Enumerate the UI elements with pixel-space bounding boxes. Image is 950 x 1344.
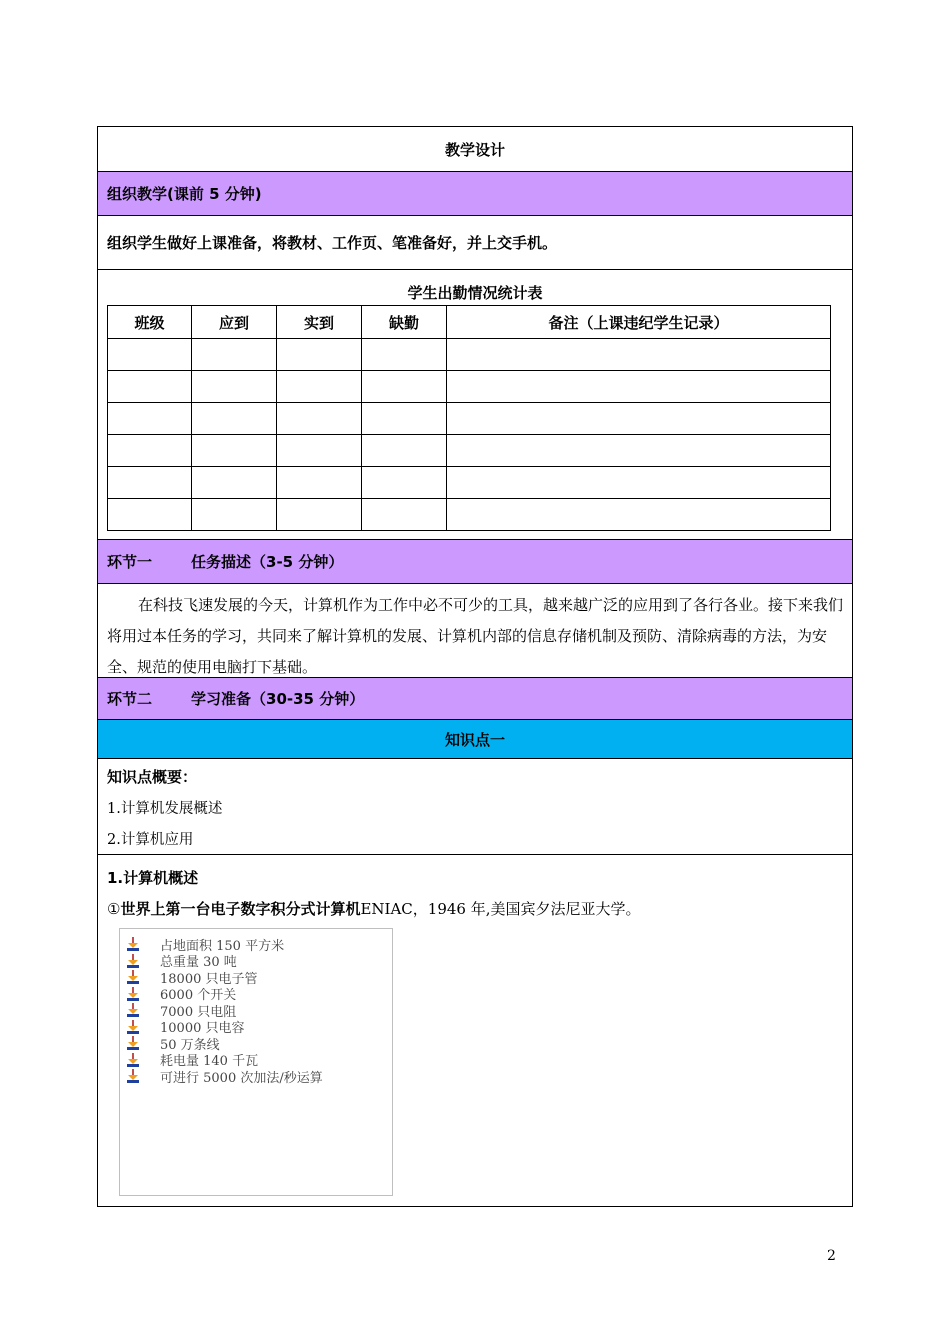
- table-row: [108, 403, 831, 435]
- arrow-bullet-icon: [126, 1020, 140, 1034]
- col-present: 实到: [277, 306, 362, 339]
- knowledge-summary: [98, 759, 852, 855]
- organize-heading: 组织教学(课前 5 分钟): [98, 172, 852, 216]
- table-row: [108, 371, 831, 403]
- list-item: 可进行 5000 次加法/秒运算: [126, 1068, 323, 1084]
- summary-item: 1.计算机发展概述: [107, 801, 223, 817]
- eniac-bold-text: 世界上第一台电子数字积分式计算机: [120, 900, 361, 918]
- table-row: [108, 435, 831, 467]
- eniac-facts-box: [119, 928, 393, 1196]
- list-item: 耗电量 140 千瓦: [126, 1052, 258, 1068]
- step1-paragraph: 在科技飞速发展的今天，计算机作为工作中必不可少的工具，越来越广泛的应用到了各行各业。接下来我们将用过本任务的学习，共同来了解计算机的发展、计算机内部的信息存储机制及预防、清除病毒的方法，为安全、规范的使用电脑打下基础。: [98, 584, 852, 678]
- step2-title: 学习准备（30-35 分钟）: [191, 690, 365, 708]
- col-remarks: 备注（上课违纪学生记录）: [447, 306, 831, 339]
- attendance-table: [107, 305, 831, 531]
- list-item: 6000 个开关: [126, 986, 236, 1002]
- table-row: [108, 499, 831, 531]
- arrow-bullet-icon: [126, 970, 140, 984]
- organize-text: 组织学生做好上课准备，将教材、工作页、笔准备好，并上交手机。: [98, 216, 852, 270]
- arrow-bullet-icon: [126, 1069, 140, 1083]
- attendance-section: [98, 270, 852, 540]
- step1-label: 环节一: [107, 553, 153, 571]
- col-expected: 应到: [192, 306, 277, 339]
- list-item: 18000 只电子管: [126, 969, 258, 985]
- list-item: 总重量 30 吨: [126, 953, 237, 969]
- knowledge-point-heading: 知识点一: [98, 720, 852, 759]
- table-row: [108, 339, 831, 371]
- table-row: [108, 467, 831, 499]
- step1-title: 任务描述（3-5 分钟）: [191, 553, 344, 571]
- arrow-bullet-icon: [126, 1036, 140, 1050]
- step1-heading: [98, 540, 852, 584]
- arrow-bullet-icon: [126, 954, 140, 968]
- lesson-table: [97, 126, 853, 1207]
- arrow-bullet-icon: [126, 987, 140, 1001]
- summary-label: 知识点概要：: [107, 768, 198, 786]
- table-title: 教学设计: [98, 127, 852, 172]
- list-item: 7000 只电阻: [126, 1002, 236, 1018]
- arrow-bullet-icon: [126, 937, 140, 951]
- list-item: 占地面积 150 平方米: [126, 936, 284, 952]
- col-absent: 缺勤: [362, 306, 447, 339]
- arrow-bullet-icon: [126, 1053, 140, 1067]
- step2-label: 环节二: [107, 690, 153, 708]
- col-class: 班级: [108, 306, 192, 339]
- overview-section: [98, 855, 852, 1206]
- attendance-title: 学生出勤情况统计表: [407, 284, 543, 302]
- circled-number: ①: [107, 900, 121, 918]
- list-item: 50 万条线: [126, 1035, 220, 1051]
- attendance-header-row: [108, 306, 831, 339]
- eniac-rest-text: ENIAC，1946 年,美国宾夕法尼亚大学。: [360, 900, 641, 918]
- eniac-line: [107, 898, 641, 919]
- overview-heading: 1.计算机概述: [107, 869, 199, 887]
- arrow-bullet-icon: [126, 1003, 140, 1017]
- list-item: 10000 只电容: [126, 1019, 245, 1035]
- summary-item: 2.计算机应用: [107, 832, 194, 848]
- page-number: 2: [827, 1248, 836, 1264]
- step2-heading: [98, 678, 852, 720]
